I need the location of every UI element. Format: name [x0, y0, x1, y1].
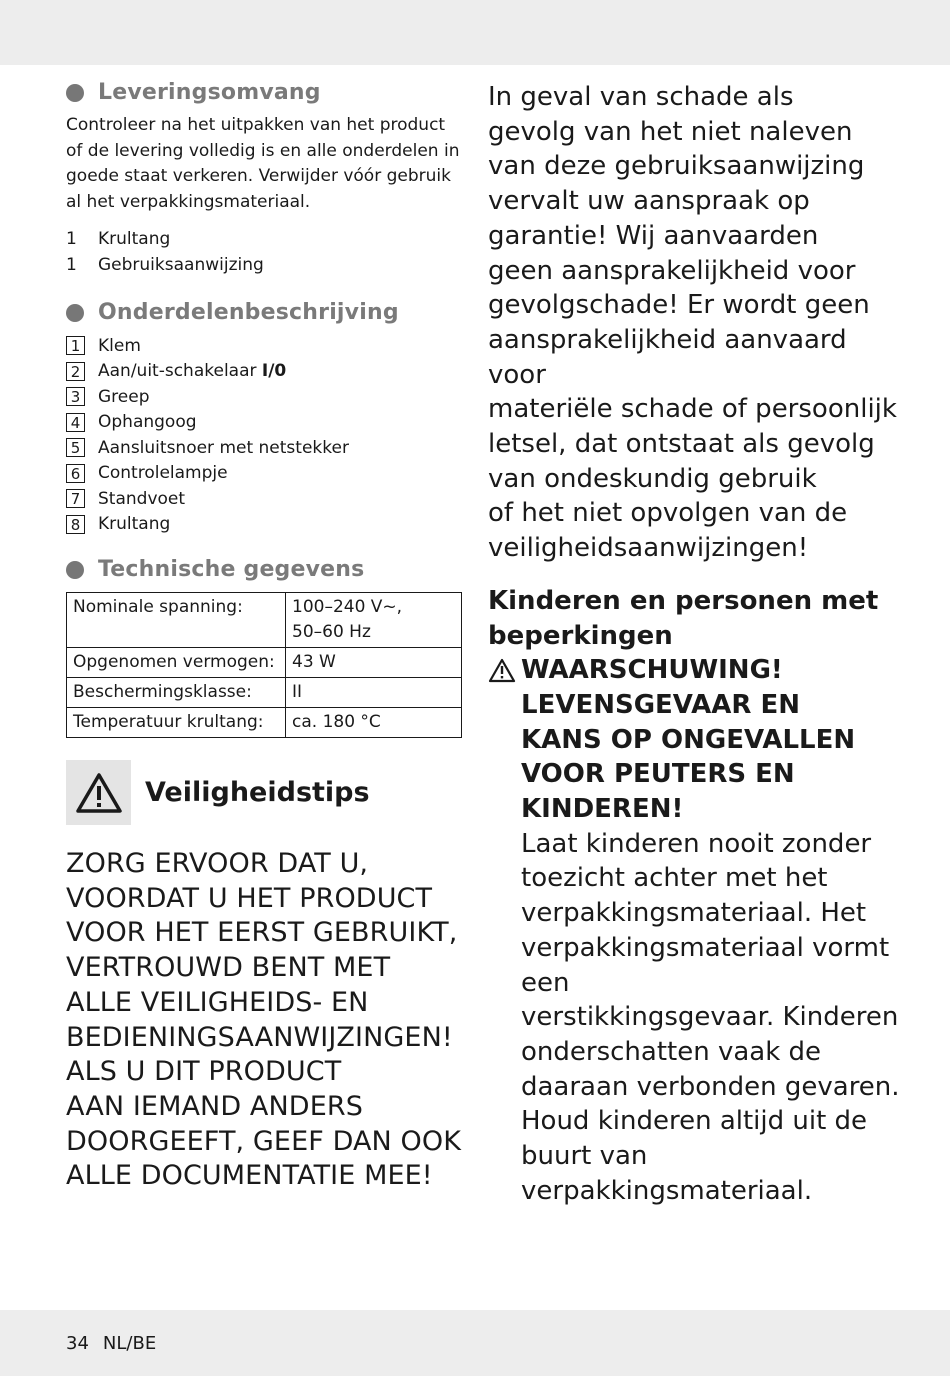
text-line: toezicht achter met het [521, 863, 828, 894]
children-warning [488, 653, 908, 1208]
part-label: Aan/uit-schakelaar [98, 361, 262, 382]
text-line: VOORDAT U HET PRODUCT [66, 882, 433, 914]
delivery-text: Controleer na het uitpakken van het product of de levering volledig is en alle onderdelen in goede staat verkeren. Verwijder vóór gebruik al het verpakkingsmateriaal. [66, 115, 460, 212]
safety-title: Veiligheidstips [145, 777, 370, 808]
list-item [66, 359, 466, 385]
bullet-dot-icon [66, 304, 84, 322]
text-line: gevolg van het niet naleven [488, 116, 853, 147]
table-row [67, 708, 462, 738]
page-footer [66, 1333, 170, 1354]
spec-value: ca. 180 °C [286, 708, 462, 738]
item-label: Krultang [98, 229, 171, 249]
list-item [66, 227, 466, 253]
parts-heading [66, 300, 466, 325]
text-line: geen aansprakelijkheid voor [488, 255, 856, 286]
safety-caps-text [66, 847, 466, 1194]
spec-value: 43 W [286, 648, 462, 678]
item-label: Gebruiksaanwijzing [98, 254, 264, 275]
part-number-box: 4 [66, 413, 85, 432]
part-number-box: 1 [66, 336, 85, 355]
spec-value-line: 100–240 V~, [292, 597, 403, 617]
text-line: VOOR HET EERST GEBRUIKT, [66, 917, 458, 949]
text-line: BEDIENINGSAANWIJZINGEN! [66, 1021, 453, 1053]
spec-key: Beschermingsklasse: [67, 678, 286, 708]
page-number: 34 [66, 1333, 89, 1354]
text-line: VERTROUWD BENT MET [66, 952, 391, 984]
list-item [66, 461, 466, 487]
text-line: In geval van schade als [488, 82, 794, 112]
part-number-box: 5 [66, 438, 85, 457]
technical-title: Technische gegevens [98, 557, 365, 582]
parts-title: Onderdelenbeschrijving [98, 300, 399, 325]
text-line: letsel, dat ontstaat als gevolg [488, 429, 875, 460]
text-line: of het niet opvolgen van de [488, 498, 848, 529]
text-line: AAN IEMAND ANDERS [66, 1090, 363, 1122]
spec-key: Nominale spanning: [67, 593, 286, 648]
table-row [67, 678, 462, 708]
part-label: Standvoet [98, 488, 186, 509]
spec-key: Temperatuur krultang: [67, 708, 286, 738]
text-line: onderschatten vaak de [521, 1036, 822, 1067]
text-line: garantie! Wij aanvaarden [488, 220, 819, 251]
right-column [488, 80, 908, 1209]
part-label: Aansluitsnoer met netstekker [98, 437, 349, 458]
header-band [0, 0, 950, 65]
text-line: VOOR PEUTERS EN [521, 759, 795, 790]
part-number-box: 3 [66, 387, 85, 406]
text-line: gevolgschade! Er wordt geen [488, 290, 870, 321]
liability-text [488, 80, 908, 566]
warning-title [521, 653, 908, 827]
text-line: verstikkingsgevaar. Kinderen [521, 1002, 899, 1033]
warning-triangle-icon [488, 653, 521, 1208]
item-qty: 1 [66, 229, 77, 249]
part-label: Krultang [98, 514, 171, 535]
bullet-dot-icon [66, 84, 84, 102]
part-label: Greep [98, 386, 150, 407]
part-label: Controlelampje [98, 463, 228, 484]
safety-heading [66, 760, 466, 825]
text-line: verpakkingsmateriaal. Het [521, 898, 867, 929]
text-line: verpakkingsmateriaal vormt een [521, 932, 890, 998]
spec-value [286, 593, 462, 648]
children-heading [488, 584, 908, 653]
part-label: Klem [98, 335, 141, 356]
bullet-dot-icon [66, 561, 84, 579]
text-line: van deze gebruiksaanwijzing [488, 151, 865, 182]
list-item [66, 435, 466, 461]
text-line: Houd kinderen altijd uit de [521, 1106, 868, 1137]
left-column [66, 80, 466, 1194]
warning-body [521, 827, 908, 1209]
item-qty: 1 [66, 254, 77, 275]
text-line: Kinderen en personen met [488, 585, 879, 616]
part-label: Ophangoog [98, 412, 197, 433]
list-item [66, 384, 466, 410]
text-line: DOORGEEFT, GEEF DAN OOK [66, 1125, 462, 1157]
text-line: KINDEREN! [521, 794, 684, 825]
text-line: ZORG ERVOOR DAT U, [66, 848, 369, 879]
text-line: ALLE DOCUMENTATIE MEE! [66, 1160, 433, 1192]
spec-table [66, 592, 462, 738]
text-line: materiële schade of persoonlijk [488, 394, 897, 425]
table-row [67, 593, 462, 648]
text-line: veiligheidsaanwijzingen! [488, 533, 809, 564]
text-line: vervalt uw aanspraak op [488, 186, 810, 217]
technical-heading [66, 557, 466, 582]
list-item [66, 486, 466, 512]
text-line: beperkingen [488, 620, 673, 651]
text-line: van ondeskundig gebruik [488, 463, 817, 494]
spec-value-line: 50–60 Hz [292, 622, 371, 642]
spec-value: II [286, 678, 462, 708]
switch-symbol: I/0 [261, 361, 287, 382]
list-item [66, 512, 466, 538]
text-line: buurt van verpakkingsmateriaal. [521, 1141, 813, 1206]
warning-icon-box [66, 760, 131, 825]
warning-triangle-icon [75, 772, 123, 814]
part-number-box: 2 [66, 362, 85, 381]
delivery-heading [66, 80, 466, 105]
part-number-box: 7 [66, 489, 85, 508]
text-line: ALS U DIT PRODUCT [66, 1056, 342, 1088]
text-line: ALLE VEILIGHEIDS- EN [66, 986, 369, 1018]
warning-content [521, 653, 908, 1208]
delivery-list [66, 227, 466, 278]
list-item [66, 253, 466, 279]
locale-label: NL/BE [102, 1333, 157, 1354]
table-row [67, 648, 462, 678]
text-line: aansprakelijkheid aanvaard voor [488, 324, 847, 390]
part-number-box: 6 [66, 464, 85, 483]
text-line: KANS OP ONGEVALLEN [521, 724, 856, 755]
text-line: Laat kinderen nooit zonder [521, 828, 872, 859]
list-item [66, 410, 466, 436]
parts-list [66, 333, 466, 537]
text-line: daaraan verbonden gevaren. [521, 1071, 900, 1102]
spec-key: Opgenomen vermogen: [67, 648, 286, 678]
list-item [66, 333, 466, 359]
text-line: WAARSCHUWING! [521, 655, 783, 686]
text-line: LEVENSGEVAAR EN [521, 689, 800, 720]
part-number-box: 8 [66, 515, 85, 534]
delivery-title: Leveringsomvang [98, 80, 321, 105]
